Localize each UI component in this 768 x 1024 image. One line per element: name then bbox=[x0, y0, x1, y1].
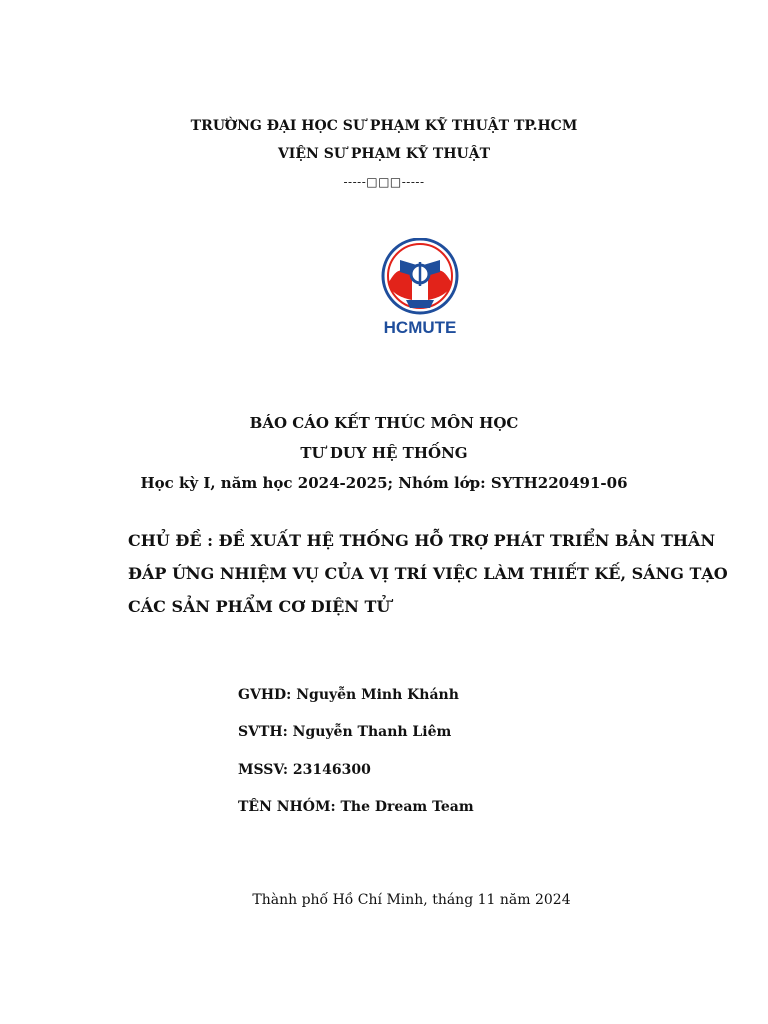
hcmute-logo bbox=[378, 238, 466, 338]
place-date: Thành phố Hồ Chí Minh, tháng 11 năm 2024 bbox=[252, 892, 571, 908]
hcmute-emblem-icon bbox=[378, 238, 466, 338]
header-divider: -----□□□----- bbox=[343, 175, 425, 189]
student-id-info: MSSV: 23146300 bbox=[238, 762, 371, 778]
report-title: BÁO CÁO KẾT THÚC MÔN HỌC bbox=[249, 414, 519, 432]
logo-text: HCMUTE bbox=[383, 318, 457, 337]
team-name-info: TÊN NHÓM: The Dream Team bbox=[238, 799, 474, 815]
topic-line-1: CHỦ ĐỀ : ĐỀ XUẤT HỆ THỐNG HỖ TRỢ PHÁT TRIỂN BẢN THÂN bbox=[128, 531, 716, 550]
institute-name: VIỆN SƯ PHẠM KỸ THUẬT bbox=[277, 146, 491, 162]
semester-info: Học kỳ I, năm học 2024-2025; Nhóm lớp: SYTH220491-06 bbox=[140, 474, 628, 492]
university-name: TRƯỜNG ĐẠI HỌC SƯ PHẠM KỸ THUẬT TP.HCM bbox=[190, 118, 578, 134]
topic-line-3: CÁC SẢN PHẨM CƠ DIỆN TỬ bbox=[128, 597, 391, 616]
student-info: SVTH: Nguyễn Thanh Liêm bbox=[238, 724, 452, 740]
instructor-info: GVHD: Nguyễn Minh Khánh bbox=[238, 687, 459, 703]
topic-line-2: ĐÁP ỨNG NHIỆM VỤ CỦA VỊ TRÍ VIỆC LÀM THIẾT KẾ, SÁNG TẠO bbox=[128, 564, 728, 583]
course-name: TƯ DUY HỆ THỐNG bbox=[300, 444, 468, 462]
